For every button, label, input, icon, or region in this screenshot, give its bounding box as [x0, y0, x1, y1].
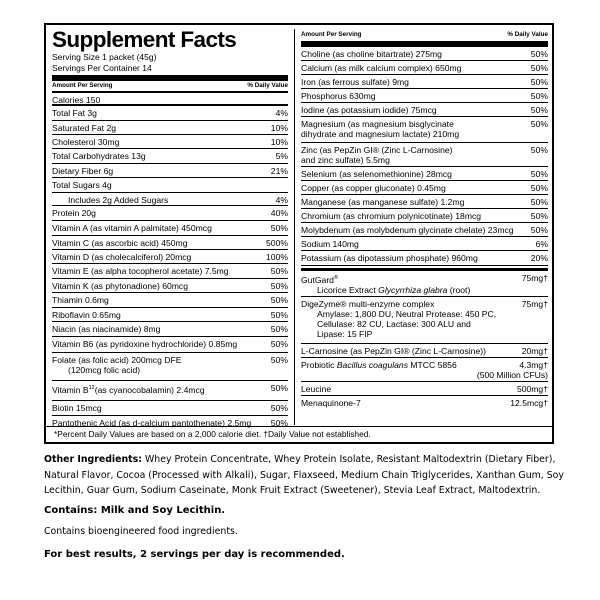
nutrient-row [52, 221, 288, 236]
nutrient-name: Niacin (as niacinamide) 8mg [52, 324, 161, 334]
column-header-right [301, 25, 548, 47]
daily-value: 500% [266, 238, 288, 248]
daily-value: 50% [530, 105, 548, 115]
digezyme-line2: Cellulase: 82 CU, Lactase: 300 ALU and [317, 319, 471, 329]
daily-value: 50% [270, 383, 288, 393]
nutrient-row [301, 251, 548, 266]
nutrient-row [52, 149, 288, 164]
other-ingredients-label: Other Ingredients: [44, 454, 142, 465]
nutrient-name: Pantothenic Acid (as d-calcium pantothenate) 2.5mg [52, 418, 252, 428]
carnosine-value: 20mg† [521, 346, 548, 356]
nutrient-row [52, 135, 288, 149]
nutrient-name: Vitamin E (as alpha tocopherol acetate) 7.5mg [52, 266, 229, 276]
nutrient-row [301, 237, 548, 251]
daily-value: 50% [270, 266, 288, 276]
bioengineered-statement: Contains bioengineered food ingredients. [44, 526, 238, 537]
daily-value: 50% [530, 211, 548, 221]
mk7-row [301, 396, 548, 410]
footnote: *Percent Daily Values are based on a 2,000 calorie diet. †Daily Value not established. [46, 426, 552, 442]
nutrient-row [52, 106, 288, 121]
mk7-name: Menaquinone-7 [301, 398, 361, 408]
panel-title: Supplement Facts [52, 27, 237, 52]
nutrient-name: Saturated Fat 2g [52, 123, 117, 133]
daily-value: 50% [270, 403, 288, 413]
digezyme-line1: Amylase: 1,800 DU, Neutral Protease: 450 PC, [317, 309, 497, 319]
nutrient-row [52, 381, 288, 401]
nutrient-row [52, 250, 288, 264]
other-ingredients-text: Whey Protein Concentrate, Whey Protein Isolate, Resistant Maltodextrin (Dietary Fiber), Natural Flavor, Cocoa (Processed with Alkali), Sugar, Flaxseed, Medium Chain Triglycerides, Xanthan Gum, Soy Lecithin, Guar Gum, Sodium Caseinate, Monk Fruit Extract (Sweetener), Stevia Leaf Extract, Maltodextrin. [44, 454, 564, 496]
nutrient-row [52, 178, 288, 193]
nutrient-name: Total Carbohydrates 13g [52, 151, 146, 161]
nutrient-row [301, 117, 548, 143]
daily-value: 50% [270, 295, 288, 305]
nutrient-name: Phosphorus 630mg [301, 91, 376, 101]
nutrient-name: Molybdenum (as molybdenum glycinate chelate) 23mcg [301, 225, 514, 235]
dv-header: % Daily Value [247, 82, 288, 89]
nutrient-row [52, 264, 288, 279]
nutrient-name: Thiamin 0.6mg [52, 295, 109, 305]
usage-recommendation: For best results, 2 servings per day is recommended. [44, 549, 345, 560]
nutrient-row [301, 103, 548, 117]
nutrient-row [52, 164, 288, 178]
daily-value: 50% [530, 145, 548, 155]
nutrient-name: Vitamin $B^{12}(as$ cyanocobalamin) 2.4mcg [52, 384, 205, 395]
gutgard-row [301, 271, 548, 297]
nutrient-row [301, 61, 548, 75]
supplement-facts-panel [44, 23, 554, 444]
nutrient-row [52, 93, 288, 106]
daily-value: 50% [270, 418, 288, 428]
daily-value: 50% [270, 355, 288, 365]
nutrient-row [301, 195, 548, 209]
column-header [52, 81, 288, 93]
nutrient-row [52, 121, 288, 135]
nutrient-row [52, 193, 288, 206]
daily-value: 50% [530, 183, 548, 193]
daily-value: 50% [270, 281, 288, 291]
daily-value: 50% [530, 77, 548, 87]
gutgard-name: GutGard [301, 274, 334, 285]
leucine-value: 500mg† [516, 384, 548, 394]
nutrient-name: Copper (as copper gluconate) 0.45mg [301, 183, 446, 193]
nutrient-row [301, 167, 548, 181]
leucine-name: Leucine [301, 384, 332, 394]
nutrient-name: Selenium (as selenomethionine) 28mcg [301, 169, 452, 179]
nutrient-name: Protein 20g [52, 208, 96, 218]
daily-value: 6% [535, 239, 548, 249]
nutrient-name: Vitamin B6 (as pyridoxine hydrochloride) 0.85mg [52, 339, 238, 349]
nutrient-row [301, 143, 548, 167]
nutrient-name: Calories 150 [52, 95, 101, 105]
daily-value: 50% [530, 169, 548, 179]
nutrient-name: Sodium 140mg [301, 239, 359, 249]
nutrient-name: Zinc (as PepZin GI® (Zinc L-Carnosine) and zinc sulfate) 5.5mg [301, 145, 453, 165]
daily-value: 10% [270, 137, 288, 147]
nutrient-row [52, 322, 288, 337]
nutrient-name: Total Sugars 4g [52, 180, 112, 190]
daily-value: 50% [530, 119, 548, 129]
leucine-row [301, 382, 548, 396]
probiotic-cfu: (500 Million CFUs) [476, 370, 548, 380]
nutrient-name: Riboflavin 0.65mg [52, 310, 121, 320]
gutgard-detail: Licorice Extract Glycyrrhiza glabra (root) [317, 284, 471, 295]
nutrient-row [301, 47, 548, 61]
nutrient-name: Vitamin K (as phytonadione) 60mcg [52, 281, 188, 291]
daily-value: 4% [275, 108, 288, 118]
nutrient-row [301, 181, 548, 195]
daily-value: 50% [530, 49, 548, 59]
nutrient-name: Iodine (as potassium iodide) 75mcg [301, 105, 437, 115]
servings-per-container: Servings Per Container 14 [52, 63, 152, 73]
nutrient-name: Vitamin C (as ascorbic acid) 450mg [52, 238, 188, 248]
other-ingredients [44, 452, 564, 499]
daily-value: 40% [270, 208, 288, 218]
nutrient-row [52, 279, 288, 293]
amount-header-right: Amount Per Serving [301, 31, 362, 38]
probiotic-row [301, 358, 548, 382]
nutrient-row [52, 308, 288, 322]
allergen-statement: Contains: Milk and Soy Lecithin. [44, 505, 226, 516]
nutrient-name: Potassium (as dipotassium phosphate) 960mg [301, 253, 478, 263]
nutrient-row [52, 353, 288, 381]
digezyme-name: DigeZyme® multi-enzyme complex [301, 299, 435, 309]
carnosine-row [301, 344, 548, 358]
probiotic-name: Probiotic Bacillus coagulans MTCC 5856 [301, 360, 457, 370]
daily-value: 5% [275, 151, 288, 161]
nutrient-row [301, 209, 548, 223]
daily-value: 50% [530, 91, 548, 101]
daily-value: 10% [270, 123, 288, 133]
nutrient-name: Vitamin D (as cholecalciferol) 20mcg [52, 252, 192, 262]
nutrient-name: Magnesium (as magnesium bisglycinate dihydrate and magnesium lactate) 210mg [301, 119, 460, 139]
registered-mark: ® [333, 275, 339, 281]
nutrient-name: Includes 2g Added Sugars [68, 195, 169, 205]
daily-value: 50% [270, 310, 288, 320]
digezyme-value: 75mg† [521, 299, 548, 309]
nutrient-row [52, 337, 288, 353]
digezyme-row [301, 297, 548, 344]
carnosine-name: L-Carnosine (as PepZin GI® (Zinc L-Carnosine)) [301, 346, 486, 356]
daily-value: 50% [530, 197, 548, 207]
nutrient-row [52, 206, 288, 221]
nutrient-name: Manganese (as manganese sulfate) 1.2mg [301, 197, 465, 207]
left-nutrient-list [52, 93, 288, 431]
daily-value: 20% [530, 253, 548, 263]
serving-size: Serving Size 1 packet (45g) [52, 52, 157, 62]
column-divider [294, 29, 295, 425]
nutrient-name: Choline (as choline bitartrate) 275mg [301, 49, 442, 59]
nutrient-row [52, 236, 288, 250]
nutrient-name: Biotin 15mcg [52, 403, 102, 413]
daily-value: 21% [270, 166, 288, 176]
daily-value: 50% [270, 223, 288, 233]
nutrient-row [301, 75, 548, 89]
nutrient-name: Chromium (as chromium polynicotinate) 18mcg [301, 211, 482, 221]
nutrient-name: Calcium (as milk calcium complex) 650mg [301, 63, 462, 73]
nutrient-name: Cholesterol 30mg [52, 137, 120, 147]
nutrient-row [301, 223, 548, 237]
nutrient-row [52, 293, 288, 308]
nutrient-row [52, 401, 288, 416]
daily-value: 50% [530, 63, 548, 73]
nutrient-name: Folate (as folic acid) 200mcg DFE (120mcg folic acid) [52, 355, 182, 375]
digezyme-line3: Lipase: 15 FIP [317, 329, 373, 339]
right-column [301, 25, 548, 410]
probiotic-value: 4.3mg† [519, 360, 548, 370]
nutrient-name: Total Fat 3g [52, 108, 97, 118]
nutrient-name: Iron (as ferrous sulfate) 9mg [301, 77, 409, 87]
mk7-value: 12.5mcg† [510, 398, 548, 408]
nutrient-name: Vitamin A (as vitamin A palmitate) 450mcg [52, 223, 212, 233]
amount-header: Amount Per Serving [52, 82, 113, 89]
daily-value: 50% [270, 324, 288, 334]
nutrient-row [301, 89, 548, 103]
dv-header-right: % Daily Value [507, 31, 548, 38]
daily-value: 4% [275, 195, 288, 205]
right-nutrient-list [301, 47, 548, 266]
daily-value: 50% [530, 225, 548, 235]
gutgard-value: 75mg† [521, 273, 548, 283]
left-column [52, 25, 288, 431]
daily-value: 50% [270, 339, 288, 349]
nutrient-name: Dietary Fiber 6g [52, 166, 114, 176]
daily-value: 100% [266, 252, 288, 262]
